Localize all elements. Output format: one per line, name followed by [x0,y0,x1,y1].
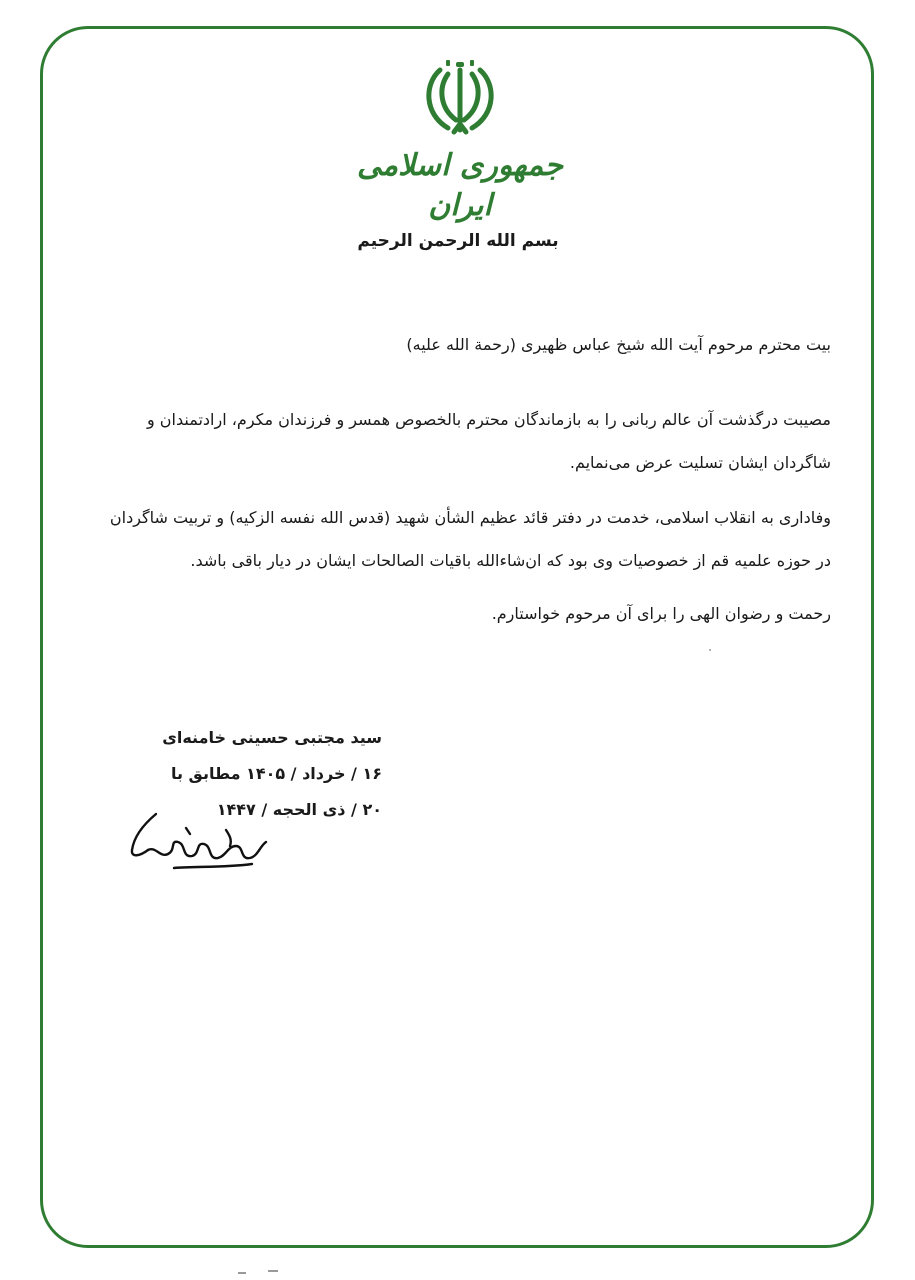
date-lunar: ۲۰ / ذی الحجه / ۱۴۴۷ [216,800,382,819]
letterhead-title: جمهوری اسلامی ایران [356,148,564,223]
signatory-name: سید مجتبی حسینی خامنه‌ای [162,728,382,747]
handwritten-signature [126,806,276,882]
date-solar: ۱۶ / خرداد / ۱۴۰۵ مطابق با [170,764,382,783]
iran-emblem-icon [418,60,502,138]
basmala-heading: بسم الله الرحمن الرحیم [357,231,559,251]
body-paragraph-tribute: وفاداری به انقلاب اسلامی، خدمت در دفتر قائد عظیم الشأن شهید (قدس الله نفسه الزکیه) و تربیت شاگردان در حوزه علمیه قم از خصوصیات وی بود که ان‌شاءالله باقیات الصالحات ایشان در دیار باقی باشد. [109,508,831,570]
addressee-line: بیت محترم مرحوم آیت الله شیخ عباس ظهیری (رحمة الله علیه) [406,335,831,354]
body-paragraph-prayer: رحمت و رضوان الهی را برای آن مرحوم خواستارم. [491,604,831,623]
body-paragraph-condolence: مصیبت درگذشت آن عالم ربانی را به بازماندگان محترم بالخصوص همسر و فرزندان مکرم، ارادتمندان و شاگردان ایشان تسلیت عرض می‌نمایم. [146,410,831,472]
